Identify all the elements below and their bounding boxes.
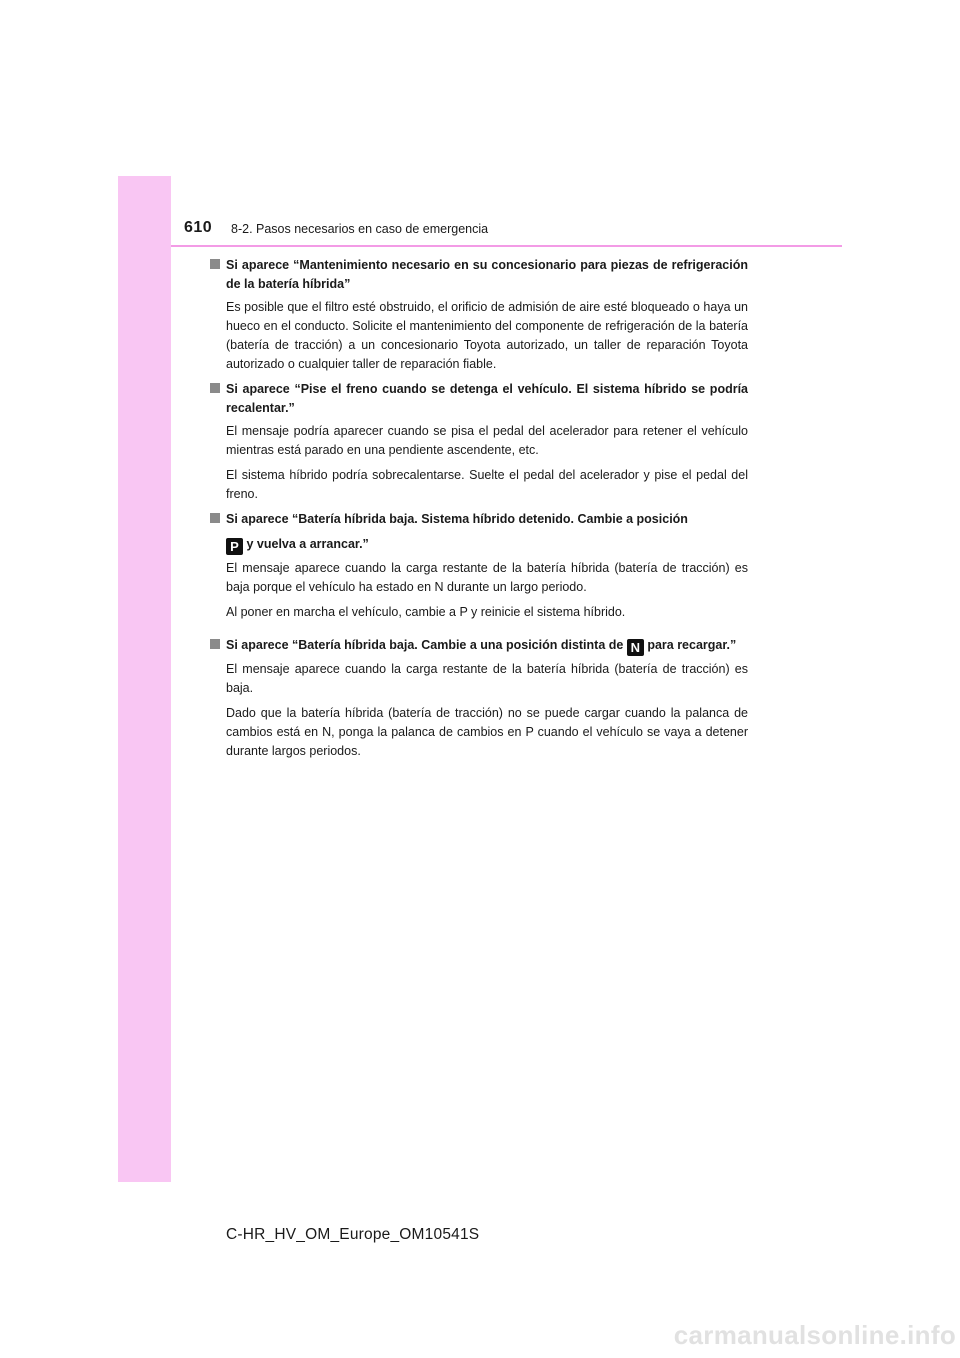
gear-p-icon: P	[226, 538, 243, 555]
square-bullet-icon	[210, 259, 220, 269]
item-heading	[226, 636, 748, 656]
item-paragraph: El mensaje aparece cuando la carga restante de la batería híbrida (batería de tracción) es baja.	[226, 662, 748, 695]
square-bullet-icon	[210, 513, 220, 523]
item-heading-text: para recargar.”	[647, 638, 737, 652]
item-paragraph: Es posible que el filtro esté obstruido, el orificio de admisión de aire esté bloqueado o haya un hueco en el conducto. Solicite el mantenimiento del componente de refrigeración de la batería (batería de tracción) a un concesionario Toyota autorizado, un taller de reparación Toyota autorizado o cualquier taller de reparación fiable.	[226, 300, 748, 371]
item-paragraph: El sistema híbrido podría sobrecalentarse. Suelte el pedal del acelerador y pise el pedal del freno.	[226, 468, 748, 501]
item-heading-text: Si aparece “Batería híbrida baja. Sistema híbrido detenido. Cambie a posición	[226, 512, 688, 526]
item-heading-text: Si aparece “Batería híbrida baja. Cambie a una posición distinta de	[226, 638, 624, 652]
header-divider	[171, 245, 842, 247]
side-band	[118, 176, 171, 1182]
watermark: carmanualsonline.info	[673, 1320, 956, 1350]
item-paragraph: Al poner en marcha el vehículo, cambie a P y reinicie el sistema híbrido.	[226, 605, 626, 619]
item-heading: Si aparece “Pise el freno cuando se detenga el vehículo. El sistema híbrido se podría recalentar.”	[226, 382, 748, 415]
list-item	[210, 510, 748, 622]
list-item	[210, 256, 748, 374]
item-heading	[226, 510, 748, 529]
square-bullet-icon	[210, 383, 220, 393]
square-bullet-icon	[210, 639, 220, 649]
list-item	[210, 636, 748, 761]
item-heading: Si aparece “Mantenimiento necesario en su concesionario para piezas de refrigeración de la batería híbrida”	[226, 258, 748, 291]
item-heading-continuation	[226, 535, 748, 555]
item-heading-text: y vuelva a arrancar.”	[246, 537, 369, 551]
item-paragraph: El mensaje podría aparecer cuando se pisa el pedal del acelerador para retener el vehículo mientras está parado en una pendiente ascendente, etc.	[226, 424, 748, 457]
main-content	[210, 256, 748, 767]
item-paragraph: El mensaje aparece cuando la carga restante de la batería híbrida (batería de tracción) es baja porque el vehículo ha estado en N durante un largo periodo.	[226, 561, 748, 594]
section-title: 8-2. Pasos necesarios en caso de emergencia	[231, 222, 489, 236]
list-item	[210, 380, 748, 504]
gear-n-icon: N	[627, 639, 644, 656]
footer-doc-code: C-HR_HV_OM_Europe_OM10541S	[226, 1226, 480, 1243]
page-number: 610	[184, 219, 213, 236]
item-paragraph: Dado que la batería híbrida (batería de tracción) no se puede cargar cuando la palanca de cambios está en N, ponga la palanca de cambios en P cuando el vehículo se vaya a detener durante largos periodos.	[226, 706, 748, 758]
